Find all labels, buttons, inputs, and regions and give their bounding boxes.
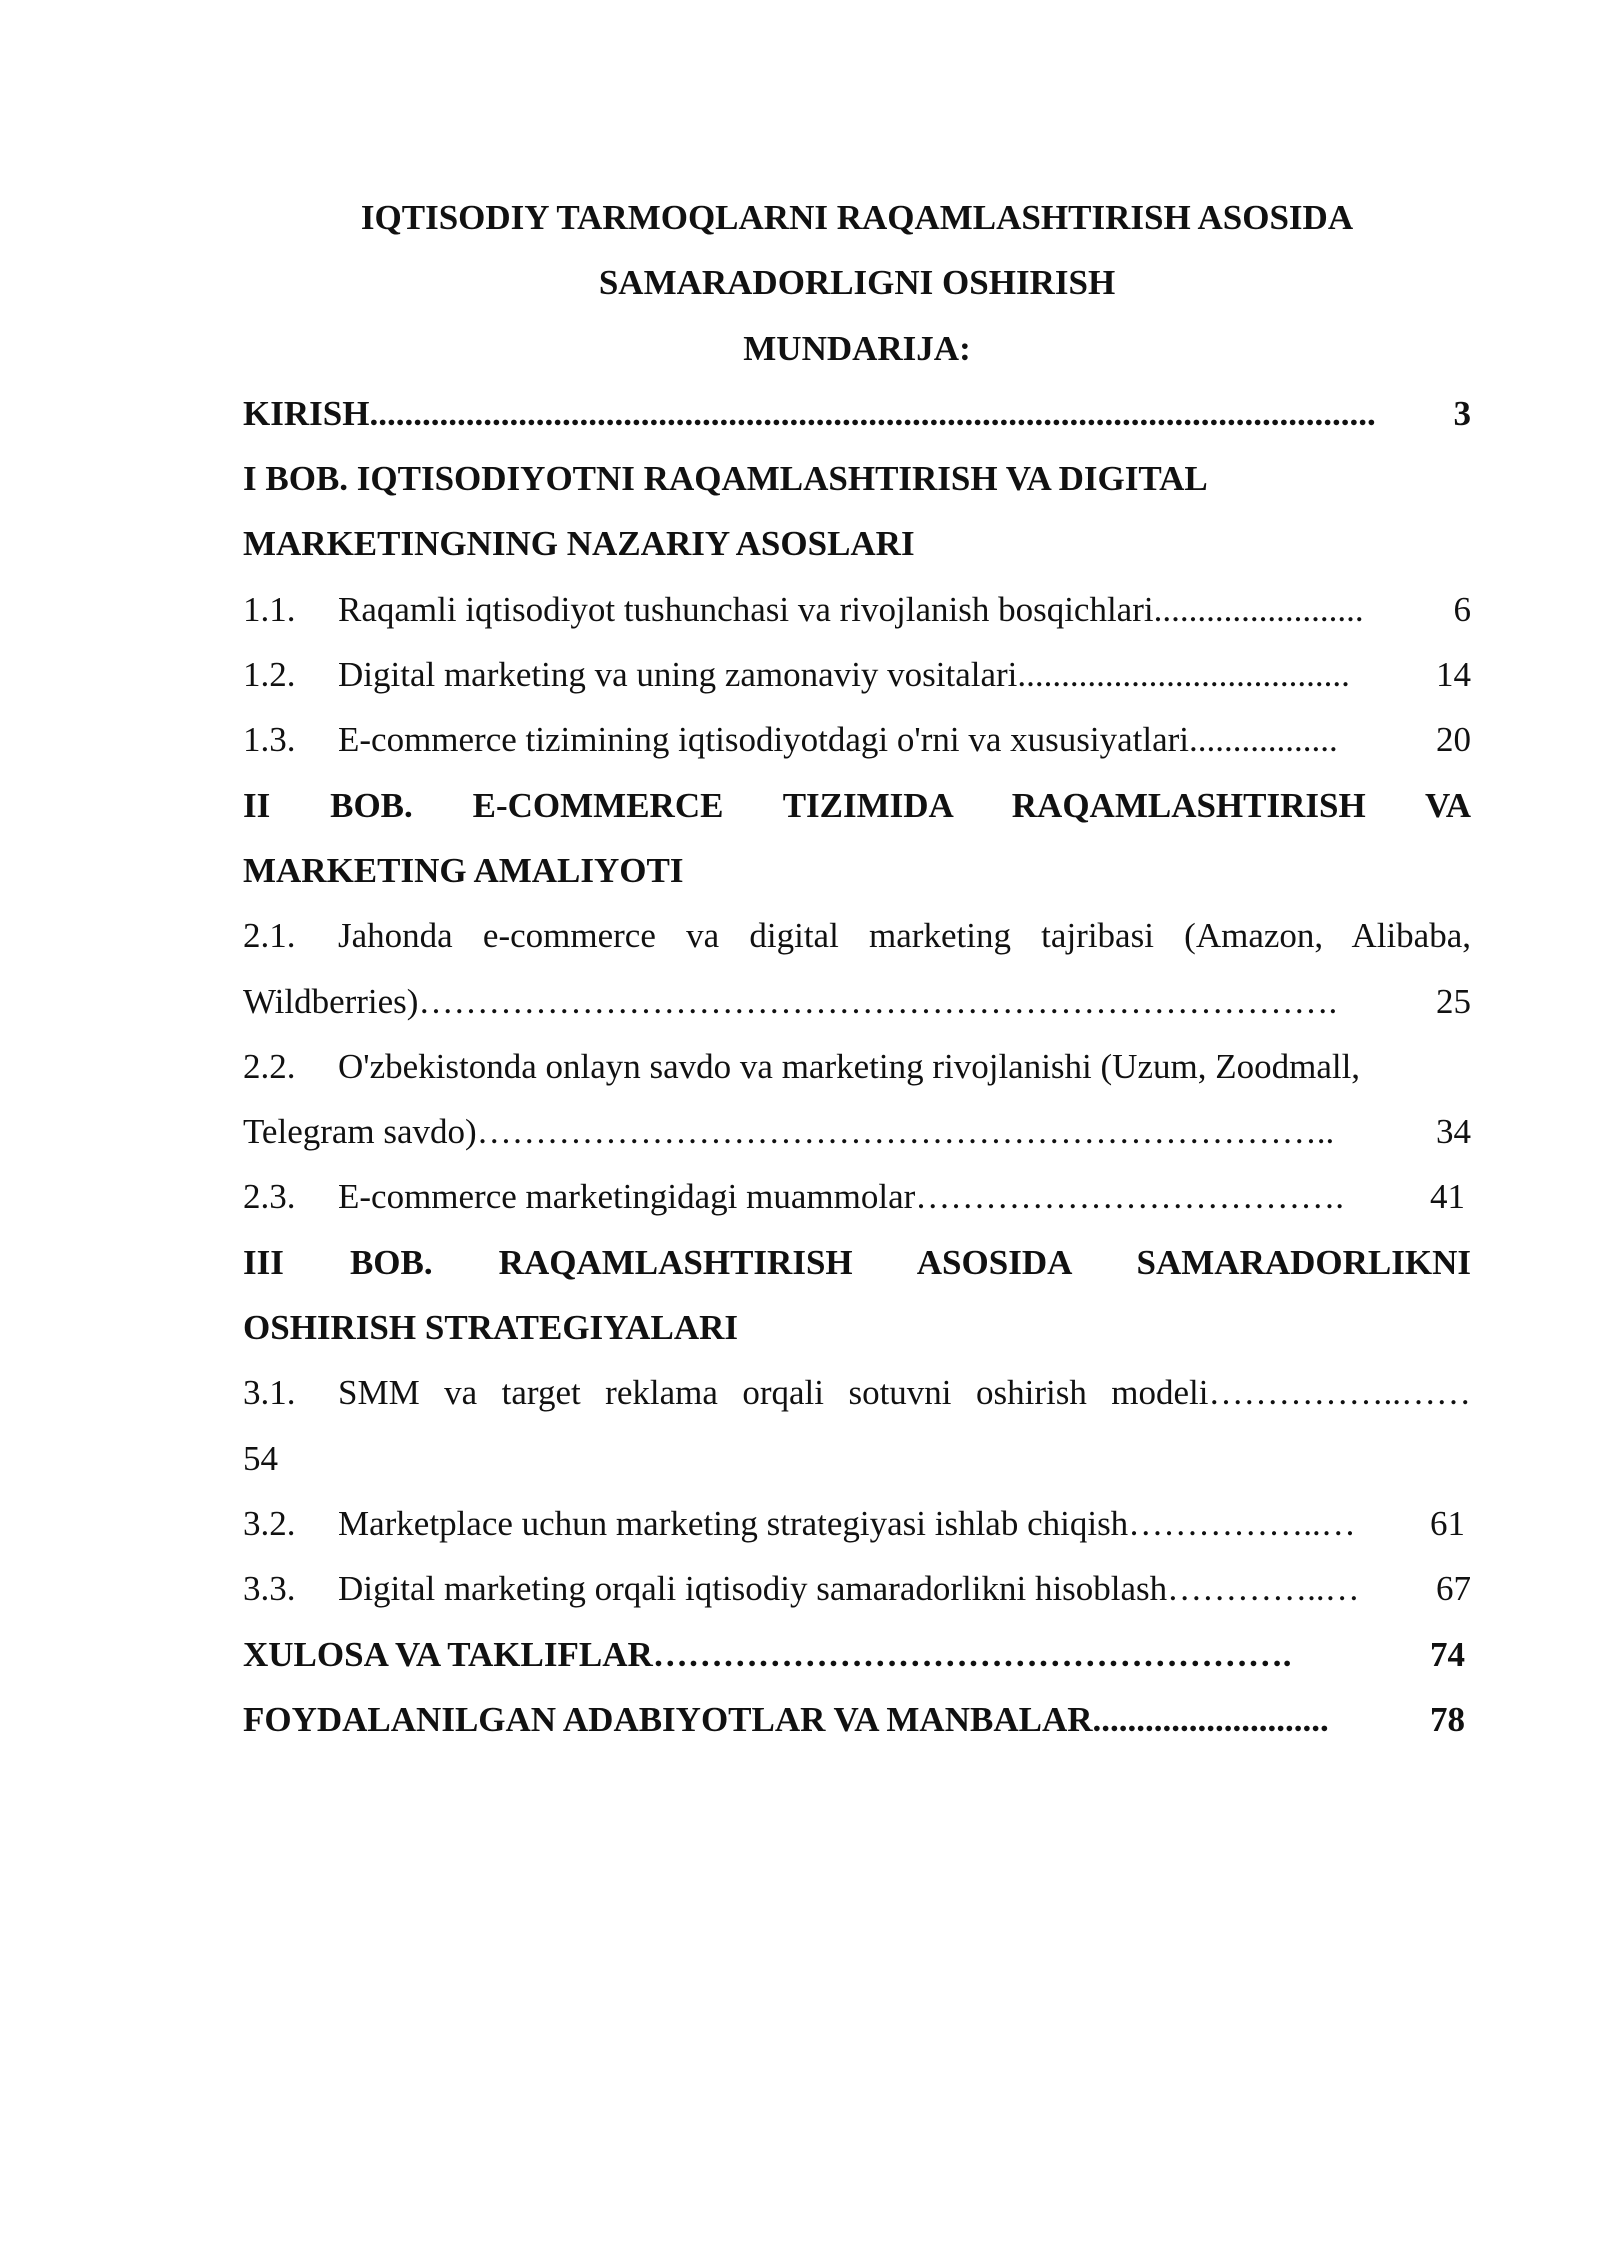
chapter-2-heading-line-1: II BOB. E-COMMERCE TIZIMIDA RAQAMLASHTIRISH VA [243, 785, 1471, 825]
document-body [243, 185, 1471, 1752]
toc-leader-dots: ……………………………………………………………….. [476, 1112, 1335, 1152]
section-number: 1.3. [243, 720, 296, 760]
section-number: 3.3. [243, 1569, 296, 1609]
toc-entry-1-3 [243, 707, 1471, 772]
toc-leader-dots: ...................................... [1017, 655, 1350, 695]
toc-page-number: 6 [1453, 589, 1471, 629]
toc-entry-label: XULOSA VA TAKLIFLAR [243, 1634, 653, 1674]
document-title-line-1: IQTISODIY TARMOQLARNI RAQAMLASHTIRISH ASOSIDA [360, 198, 1354, 237]
toc-entry-2-1-line-2 [243, 969, 1471, 1034]
toc-entry-label: KIRISH [243, 393, 370, 433]
chapter-2-heading-line-2: MARKETING AMALIYOTI [243, 850, 684, 890]
contents-heading: MUNDARIJA: [743, 328, 971, 368]
section-number: 1.1. [243, 589, 296, 629]
toc-page-number: 78 [1430, 1699, 1465, 1739]
section-title: E-commerce marketingidagi muammolar [338, 1177, 916, 1217]
toc-page-number: 74 [1430, 1634, 1465, 1674]
section-number: 2.3. [243, 1177, 296, 1217]
section-number: 3.1. [243, 1373, 296, 1413]
toc-entry-2-1-line-1 [243, 903, 1471, 968]
toc-entry-conclusions [243, 1622, 1465, 1687]
toc-entry-2-2-line-1 [243, 1034, 1471, 1099]
toc-leader-dots: …………..… [1167, 1569, 1360, 1609]
section-number: 1.2. [243, 655, 296, 695]
toc-entry-2-3 [243, 1164, 1465, 1229]
toc-page-number: 25 [1436, 981, 1471, 1021]
toc-entry-1-1 [243, 577, 1471, 642]
section-number: 2.1. [243, 916, 296, 956]
toc-leader-dots: ………………………………………………. [652, 1634, 1292, 1674]
toc-page-number: 34 [1436, 1112, 1471, 1152]
toc-leader-dots: ........................... [1092, 1699, 1329, 1739]
toc-page-number: 3 [1453, 393, 1471, 433]
toc-leader-dots: ……………………………………………………………………. [418, 981, 1338, 1021]
toc-leader-dots: ................. [1189, 720, 1338, 760]
section-title: Jahonda e-commerce va digital marketing tajribasi (Amazon, Alibaba, [338, 916, 1471, 956]
toc-entry-references [243, 1687, 1465, 1752]
chapter-3-heading-line-1: III BOB. RAQAMLASHTIRISH ASOSIDA SAMARADORLIKNI [243, 1242, 1471, 1282]
section-title: Digital marketing va uning zamonaviy vositalari [338, 655, 1018, 695]
toc-entry-label: FOYDALANILGAN ADABIYOTLAR VA MANBALAR [243, 1699, 1093, 1739]
toc-page-number: 67 [1436, 1569, 1471, 1609]
toc-leader-dots: ………………………………. [915, 1177, 1345, 1217]
toc-page-number: 41 [1430, 1177, 1465, 1217]
toc-entry-3-3 [243, 1556, 1471, 1621]
section-title: E-commerce tizimining iqtisodiyotdagi o'rni va xususiyatlari [338, 720, 1189, 760]
toc-entry-1-2 [243, 642, 1471, 707]
toc-page-number: 20 [1436, 720, 1471, 760]
toc-entry-3-2 [243, 1491, 1465, 1556]
toc-leader-dots: ........................ [1153, 589, 1364, 629]
section-number: 2.2. [243, 1046, 296, 1086]
toc-entry-3-1-line-1 [243, 1360, 1471, 1425]
section-title: Raqamli iqtisodiyot tushunchasi va rivojlanish bosqichlari [338, 589, 1154, 629]
toc-entry-intro [243, 381, 1471, 446]
section-title-continued: Wildberries) [243, 981, 419, 1021]
toc-page-number: 14 [1436, 655, 1471, 695]
toc-page-number: 61 [1430, 1503, 1465, 1543]
toc-entry-3-1-page: 54 [243, 1438, 278, 1478]
toc-entry-2-2-line-2 [243, 1099, 1471, 1164]
toc-leader-dots: ................................................................................................................... [369, 393, 1376, 433]
chapter-1-heading-line-2: MARKETINGNING NAZARIY ASOSLARI [243, 524, 915, 564]
document-title-line-2: SAMARADORLIGNI OSHIRISH [598, 263, 1116, 303]
section-title: SMM va target reklama orqali sotuvni oshirish modeli……………..…… [338, 1373, 1471, 1413]
section-title: O'zbekistonda onlayn savdo va marketing rivojlanishi (Uzum, Zoodmall, [338, 1046, 1361, 1086]
section-title-continued: Telegram savdo) [243, 1112, 477, 1152]
section-number: 3.2. [243, 1503, 296, 1543]
toc-leader-dots: ……………..… [1128, 1503, 1356, 1543]
section-title: Digital marketing orqali iqtisodiy samaradorlikni hisoblash [338, 1569, 1168, 1609]
chapter-3-heading-line-2: OSHIRISH STRATEGIYALARI [243, 1308, 739, 1348]
chapter-1-heading-line-1: I BOB. IQTISODIYOTNI RAQAMLASHTIRISH VA DIGITAL [243, 459, 1208, 499]
section-title: Marketplace uchun marketing strategiyasi ishlab chiqish [338, 1503, 1129, 1543]
